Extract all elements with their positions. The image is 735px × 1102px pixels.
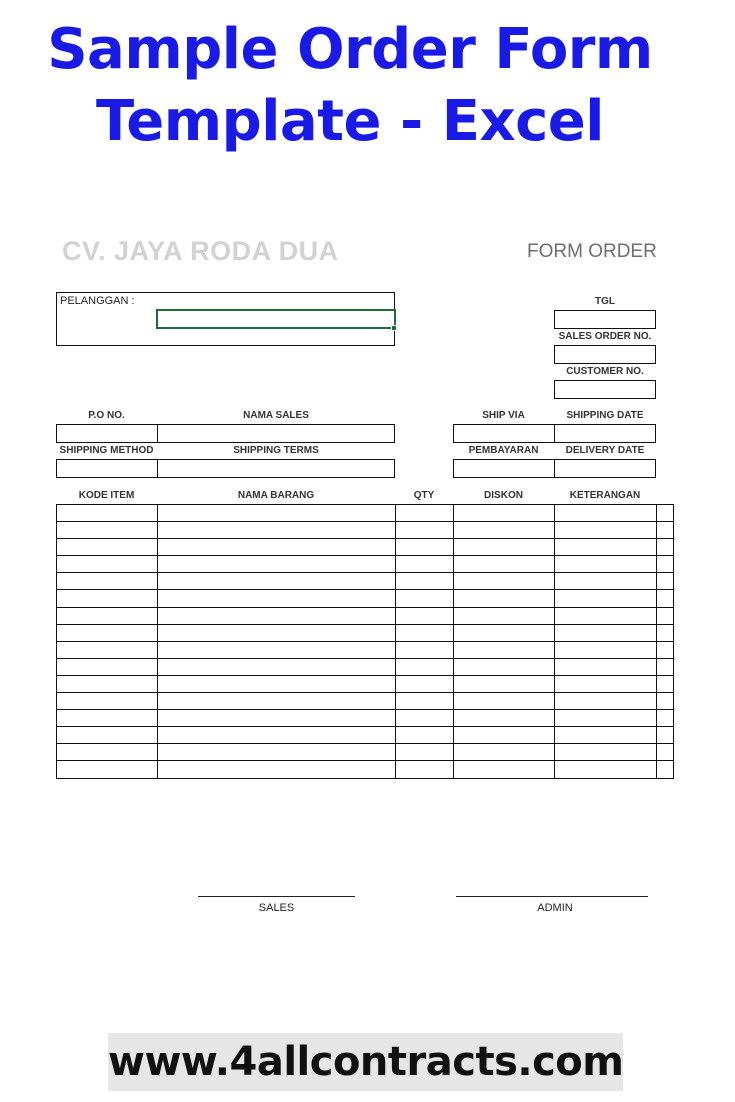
table-cell[interactable] [454, 675, 555, 692]
footer-url: www.4allcontracts.com [108, 1039, 624, 1085]
table-cell[interactable] [657, 556, 674, 573]
table-cell[interactable] [158, 624, 396, 641]
shipping-method-label: SHIPPING METHOD [59, 445, 154, 456]
table-cell[interactable] [657, 590, 674, 607]
table-cell[interactable] [396, 522, 454, 539]
table-row [57, 727, 674, 744]
table-cell[interactable] [158, 590, 396, 607]
table-row [57, 710, 674, 727]
customer-label: PELANGGAN : [60, 295, 135, 307]
table-cell[interactable] [396, 505, 454, 522]
table-cell[interactable] [454, 744, 555, 761]
admin-signature-label: ADMIN [537, 902, 573, 914]
table-cell[interactable] [57, 641, 158, 658]
table-cell[interactable] [57, 710, 158, 727]
table-row [57, 744, 674, 761]
pembayaran-field[interactable] [453, 459, 555, 478]
table-cell[interactable] [454, 539, 555, 556]
table-cell[interactable] [158, 658, 396, 675]
banner-title [0, 14, 700, 158]
table-cell[interactable] [657, 710, 674, 727]
items-table [56, 504, 674, 779]
table-cell[interactable] [396, 675, 454, 692]
shipping-date-field[interactable] [554, 424, 656, 443]
form-title: FORM ORDER [527, 241, 657, 262]
table-cell[interactable] [454, 607, 555, 624]
table-cell[interactable] [57, 624, 158, 641]
table-cell[interactable] [454, 505, 555, 522]
table-cell[interactable] [454, 556, 555, 573]
table-cell[interactable] [57, 590, 158, 607]
table-cell[interactable] [158, 761, 396, 778]
table-cell[interactable] [555, 693, 657, 710]
table-cell[interactable] [657, 761, 674, 778]
table-cell[interactable] [657, 539, 674, 556]
table-cell[interactable] [454, 573, 555, 590]
table-cell[interactable] [57, 744, 158, 761]
table-cell[interactable] [158, 675, 396, 692]
table-cell[interactable] [57, 607, 158, 624]
table-cell[interactable] [657, 658, 674, 675]
table-cell[interactable] [454, 727, 555, 744]
table-row [57, 505, 674, 522]
table-cell[interactable] [454, 693, 555, 710]
table-cell[interactable] [57, 539, 158, 556]
table-cell[interactable] [454, 710, 555, 727]
table-cell[interactable] [657, 744, 674, 761]
table-cell[interactable] [57, 556, 158, 573]
table-cell[interactable] [555, 607, 657, 624]
table-row [57, 658, 674, 675]
pembayaran-label: PEMBAYARAN [468, 445, 539, 456]
table-cell[interactable] [555, 761, 657, 778]
table-cell[interactable] [396, 539, 454, 556]
table-cell[interactable] [555, 573, 657, 590]
company-name: CV. JAYA RODA DUA [62, 236, 339, 266]
table-cell[interactable] [657, 693, 674, 710]
table-cell[interactable] [158, 505, 396, 522]
table-cell[interactable] [454, 658, 555, 675]
ship-via-field[interactable] [453, 424, 555, 443]
table-cell[interactable] [57, 658, 158, 675]
table-cell[interactable] [57, 675, 158, 692]
table-cell[interactable] [454, 761, 555, 778]
shipping-terms-label: SHIPPING TERMS [233, 445, 319, 456]
table-cell[interactable] [657, 607, 674, 624]
table-cell[interactable] [555, 556, 657, 573]
sales-signature-line [198, 896, 355, 897]
table-cell[interactable] [57, 522, 158, 539]
table-cell[interactable] [57, 505, 158, 522]
ship-via-label: SHIP VIA [482, 410, 525, 421]
table-cell[interactable] [555, 675, 657, 692]
table-cell[interactable] [158, 573, 396, 590]
table-cell[interactable] [657, 675, 674, 692]
customer-no-field[interactable] [554, 380, 656, 399]
table-row [57, 607, 674, 624]
table-cell[interactable] [454, 641, 555, 658]
col-diskon: DISKON [484, 490, 523, 501]
table-row [57, 675, 674, 692]
table-cell[interactable] [555, 744, 657, 761]
table-cell[interactable] [396, 658, 454, 675]
customer-no-label: CUSTOMER NO. [566, 366, 644, 377]
banner-title-line-2: Template - Excel [96, 89, 604, 154]
shipping-method-field[interactable] [56, 459, 158, 478]
nama-sales-field[interactable] [157, 424, 395, 443]
table-cell[interactable] [57, 727, 158, 744]
table-cell[interactable] [555, 658, 657, 675]
table-cell[interactable] [555, 505, 657, 522]
table-cell[interactable] [396, 573, 454, 590]
tgl-label: TGL [595, 296, 615, 307]
table-cell[interactable] [396, 710, 454, 727]
table-cell[interactable] [158, 607, 396, 624]
table-cell[interactable] [555, 624, 657, 641]
sales-signature-label: SALES [258, 902, 295, 914]
table-cell[interactable] [158, 693, 396, 710]
table-cell[interactable] [158, 539, 396, 556]
table-cell[interactable] [396, 590, 454, 607]
col-nama-barang: NAMA BARANG [237, 490, 315, 501]
table-cell[interactable] [57, 573, 158, 590]
table-cell[interactable] [57, 761, 158, 778]
customer-name-cell[interactable] [156, 309, 396, 329]
table-cell[interactable] [396, 641, 454, 658]
table-cell[interactable] [396, 761, 454, 778]
table-cell[interactable] [454, 590, 555, 607]
table-cell[interactable] [396, 744, 454, 761]
po-no-field[interactable] [56, 424, 158, 443]
tgl-field[interactable] [554, 310, 656, 329]
table-cell[interactable] [657, 573, 674, 590]
table-cell[interactable] [555, 641, 657, 658]
table-cell[interactable] [555, 727, 657, 744]
table-cell[interactable] [396, 624, 454, 641]
col-kode-item: KODE ITEM [78, 490, 135, 501]
table-cell[interactable] [657, 641, 674, 658]
sales-order-no-field[interactable] [554, 345, 656, 364]
table-cell[interactable] [158, 744, 396, 761]
table-row [57, 624, 674, 641]
table-cell[interactable] [158, 710, 396, 727]
table-cell[interactable] [158, 641, 396, 658]
table-cell[interactable] [396, 607, 454, 624]
col-qty: QTY [413, 490, 435, 501]
table-cell[interactable] [396, 727, 454, 744]
table-row [57, 641, 674, 658]
fill-handle[interactable] [391, 325, 397, 331]
po-no-label: P.O NO. [88, 410, 125, 421]
table-row [57, 556, 674, 573]
table-cell[interactable] [555, 522, 657, 539]
table-cell[interactable] [555, 539, 657, 556]
shipping-terms-field[interactable] [157, 459, 395, 478]
table-cell[interactable] [657, 505, 674, 522]
table-cell[interactable] [555, 710, 657, 727]
admin-signature-line [456, 896, 648, 897]
table-row [57, 693, 674, 710]
table-cell[interactable] [454, 522, 555, 539]
table-cell[interactable] [396, 693, 454, 710]
shipping-date-label: SHIPPING DATE [566, 410, 644, 421]
table-row [57, 590, 674, 607]
table-cell[interactable] [657, 522, 674, 539]
delivery-date-label: DELIVERY DATE [565, 445, 645, 456]
table-cell[interactable] [555, 590, 657, 607]
table-cell[interactable] [158, 522, 396, 539]
sales-order-no-label: SALES ORDER NO. [558, 331, 652, 342]
table-cell[interactable] [454, 624, 555, 641]
footer-banner [108, 1033, 623, 1091]
table-row [57, 539, 674, 556]
banner-title-line-1: Sample Order Form [47, 17, 653, 82]
table-cell[interactable] [158, 727, 396, 744]
table-cell[interactable] [396, 556, 454, 573]
table-cell[interactable] [158, 556, 396, 573]
table-cell[interactable] [57, 693, 158, 710]
table-row [57, 761, 674, 778]
table-cell[interactable] [657, 624, 674, 641]
table-cell[interactable] [657, 727, 674, 744]
nama-sales-label: NAMA SALES [243, 410, 309, 421]
table-row [57, 522, 674, 539]
table-row [57, 573, 674, 590]
delivery-date-field[interactable] [554, 459, 656, 478]
col-keterangan: KETERANGAN [569, 490, 641, 501]
